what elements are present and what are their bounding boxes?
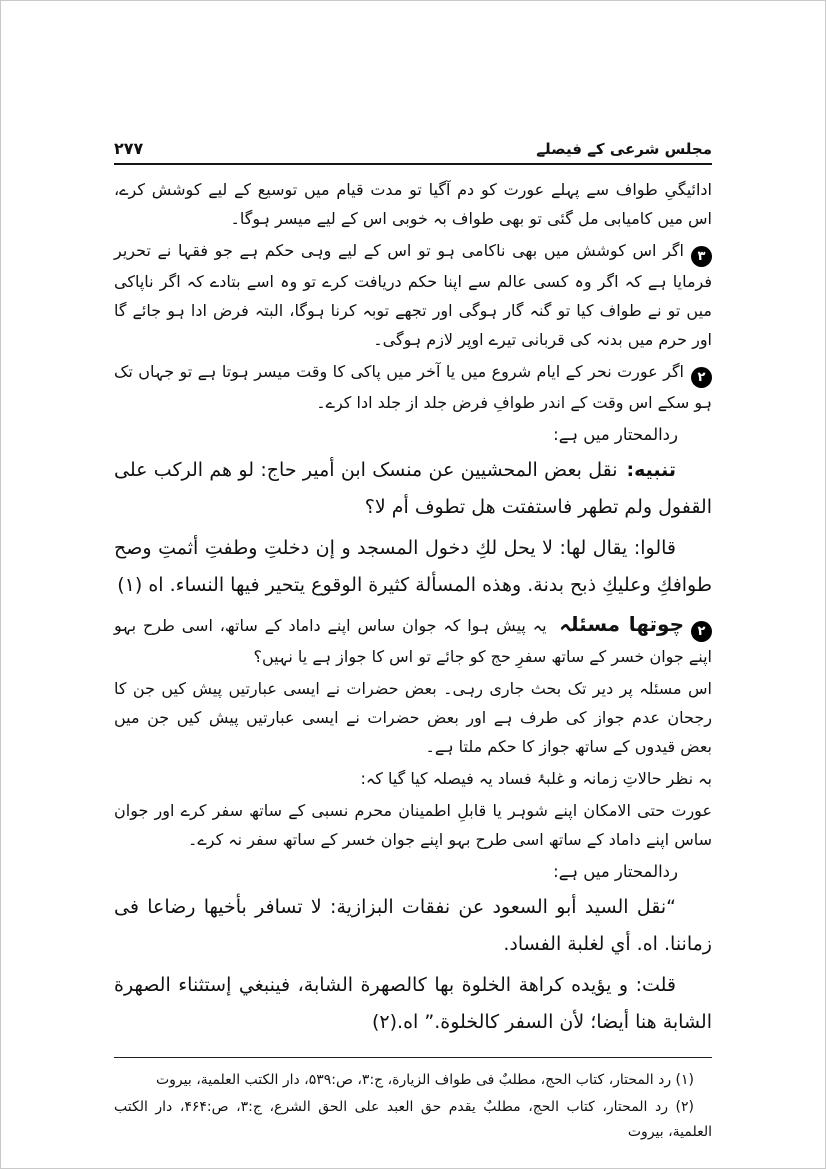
paragraph: بہ نظر حالاتِ زمانہ و غلبۂ فساد یہ فیصلہ کیا گیا کہ: bbox=[360, 769, 712, 788]
paragraph: قالوا: یقال لها: لا یحل لكِ دخول المسجد و إن دخلتِ وطفتِ أثمتِ وصح طوافكِ وعلیكِ ذبح بدنة. وهذه المسألة کثیرة الوقوع یتحیر فیها النساء. اه (۱) bbox=[114, 537, 712, 596]
footnote-divider bbox=[114, 1057, 712, 1058]
lead-word: تنبیه: bbox=[619, 459, 676, 481]
paragraph: ردالمحتار میں ہے: bbox=[553, 862, 678, 881]
page-content bbox=[114, 139, 712, 1147]
footnote: (۲) رد المحتار، کتاب الحج، مطلبٌ یقدم حق العبد علی الحق الشرع، ج:۳، ص:۴۶۴، دار الکتب العلمیة، بیروت bbox=[114, 1099, 712, 1140]
footnotes bbox=[114, 1068, 712, 1145]
footnote: (۱) رد المحتار، کتاب الحج، مطلبٌ فی طواف الزیارة، ج:۳، ص:۵۳۹، دار الکتب العلمیة، بیروت bbox=[155, 1072, 694, 1088]
paragraph: “نقل السید أبو السعود عن نفقات البزازیة: لا تسافر بأخیها رضاعا فی زماننا. اه. أي لغلبة الفساد. bbox=[114, 896, 712, 955]
circled-number-icon: ۲ bbox=[691, 621, 712, 642]
page-number: ۲۷۷ bbox=[114, 139, 144, 158]
paragraph: اس مسئلہ پر دیر تک بحث جاری رہی۔ بعض حضرات نے ایسی عبارتیں پیش کیں جن کا رجحان عدم جواز کی طرف ہے اور بعض حضرات نے ایسی عبارتیں پیش کیں جن میں بعض قیدوں کے ساتھ جواز کا حکم ملتا ہے۔ bbox=[114, 679, 712, 756]
page-header bbox=[114, 139, 712, 165]
book-title: مجلس شرعی کے فیصلے bbox=[536, 140, 712, 158]
document-body bbox=[114, 175, 712, 1041]
section-heading-label: چوتھا مسئلہ bbox=[550, 612, 684, 636]
paragraph: ردالمحتار میں ہے: bbox=[553, 425, 678, 444]
paragraph: قلت: و یؤیده کراهة الخلوة بها کالصهرة الشابة، فینبغي إستثناء الصهرة الشابة هنا أیضا؛ لأن السفر کالخلوة.” اه.(۲) bbox=[114, 974, 712, 1033]
paragraph: عورت حتی الامکان اپنے شوہر یا قابلِ اطمینان محرم نسبی کے ساتھ سفر کرے اور جوان ساس اپنے داماد کے ساتھ اسی طرح بہو اپنے جوان خسر کے ساتھ سفر نہ کرے۔ bbox=[114, 801, 712, 849]
paragraph: ۳اگر اس کوشش میں بھی ناکامی ہو تو اس کے لیے وہی حکم ہے جو فقہا نے تحریر فرمایا ہے کہ اگر وہ کسی عالم سے اپنا حکم دریافت کرے تو وہ اسے بتادے کہ اگر ناپاکی میں تو نے طواف کیا تو گنہ گار ہوگی اور تجھے توبہ کرنا ہوگا، البتہ فرض ادا ہو جائے گا اور حرم میں بدنہ کی قربانی تیرے اوپر لازم ہوگی۔ bbox=[114, 241, 712, 349]
paragraph: ۲اگر عورت نحر کے ایام شروع میں یا آخر میں پاکی کا وقت میسر ہوتا ہے تو جہاں تک ہو سکے اس وقت کے اندر طوافِ فرض جلد از جلد ادا کرے۔ bbox=[114, 362, 712, 412]
section-heading: ۲چوتھا مسئلہ یہ پیش ہوا کہ جوان ساس اپنے داماد کے ساتھ، اسی طرح بہو اپنے جوان خسر کے ساتھ سفرِ حج کو جائے تو اس کا جواز ہے یا نہیں؟ bbox=[114, 612, 712, 666]
circled-number-icon: ۲ bbox=[691, 367, 712, 388]
circled-number-icon: ۳ bbox=[691, 246, 712, 267]
paragraph: ادائیگیِ طواف سے پہلے عورت کو دم آگیا تو مدت قیام میں توسیع کے لیے کوشش کرے، اس میں کامیابی مل گئی تو بھی طواف بہ خوبی اس کے لیے میسر ہوگا۔ bbox=[114, 180, 712, 228]
paragraph: تنبیه: نقل بعض المحشیین عن منسک ابن أمیر حاج: لو هم الرکب علی القفول ولم تطهر فاستفتت هل تطوف أم لا؟ bbox=[114, 459, 712, 518]
